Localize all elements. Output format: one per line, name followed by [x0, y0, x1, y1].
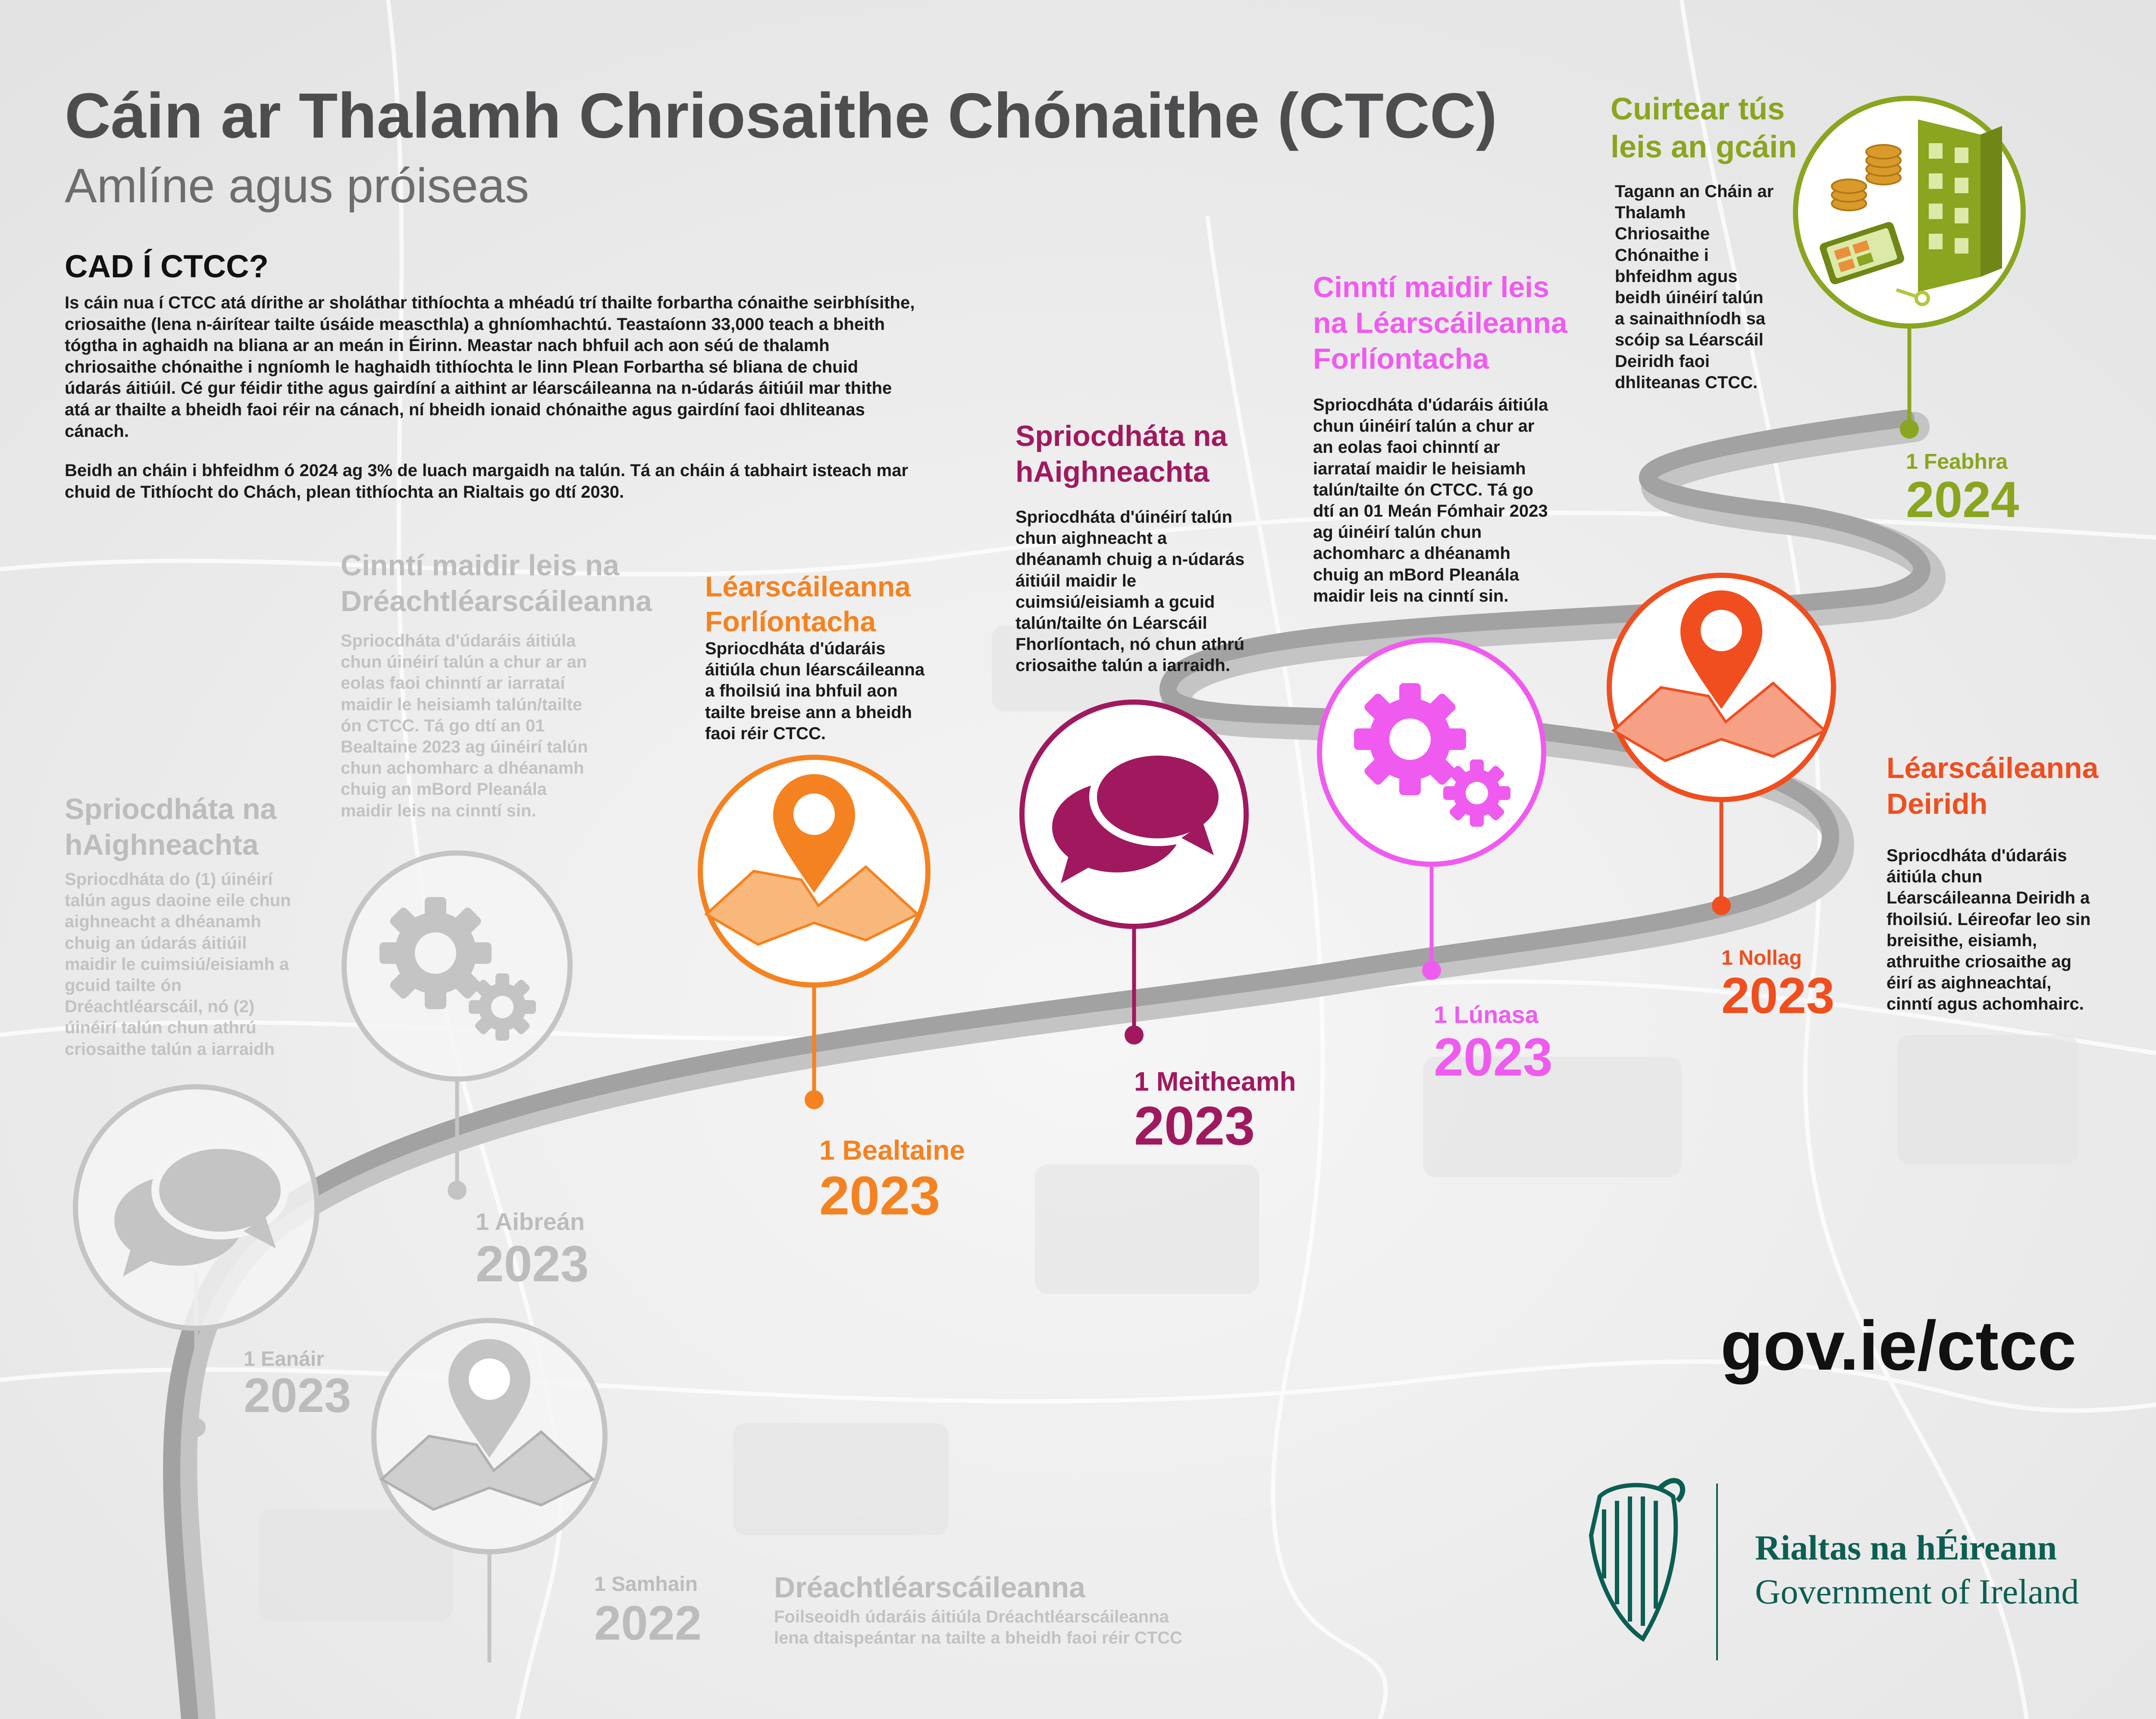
pin-dot-apr2023: [448, 1181, 467, 1200]
pin-dot-dec2023: [1712, 896, 1731, 915]
milestone-heading-apr2023: Cinntí maidir leis na Dréachtléarscáileanna: [341, 549, 652, 618]
milestone-year-nov2022: 2022: [594, 1596, 702, 1650]
milestone-date-aug2023: 1 Lúnasa: [1434, 1001, 1539, 1028]
milestone-description-apr2023: Spriocdháta d'údaráis áitiúla chun úinéirí talún a chur ar an eolas faoi chinntí ar iarrataí maidir le heisiamh talún/tailte ón CTCC. Tá go dtí an 01 Bealtaine 2023 ag úinéirí talún chun achomharc a dhéanamh chuig an mBord Pleanála maidir leis na cinntí sin.: [341, 631, 588, 820]
milestone-date-apr2023: 1 Aibreán: [476, 1208, 585, 1235]
milestone-year-feb2024: 2024: [1906, 471, 2019, 528]
milestone-date-jun2023: 1 Meitheamh: [1134, 1067, 1296, 1097]
milestone-heading-may2023: Léarscáileanna Forlíontacha: [705, 571, 911, 637]
intro-paragraph-1: Is cáin nua í CTCC atá dírithe ar sholáthar tithíochta a mhéadú trí thailte forbartha cónaithe seirbhísithe, criosaithe (lena n-áirítear tailte úsáide meascthla) a ghníomhachtú. Teastaíonn 33,000 teach a bheith tógtha in aghaidh na bliana ar an meán in Éirinn. Meastar nach bhfuil ach aon séú de thalamh chriosaithe chónaithe i ngníomh le haghaidh tithíochta le linn Plean Forbartha sé bliana de chuid údarás áitiúil. Cé gur féidir tithe agus gairdíní a aithint ar léarscáileanna na n-údarás áitiúil mar thithe atá ar thailte a bheidh faoi réir na cánach, ní bheidh ionaid chónaithe agus gairdíní faoi dhliteanas cánach.: [65, 293, 915, 441]
page-title: Cáin ar Thalamh Chriosaithe Chónaithe (CTCC): [65, 80, 1498, 151]
pin-dot-jan2023: [187, 1418, 206, 1437]
intro-section: [65, 248, 918, 521]
milestone-year-aug2023: 2023: [1434, 1028, 1553, 1087]
milestone-heading-dec2023: Léarscáileanna Deiridh: [1887, 752, 2099, 820]
milestone-description-may2023: Spriocdháta d'údaráis áitiúla chun léarscáileanna a fhoilsiú ina bhfuil aon tailte breise ann a bheidh faoi réir CTCC.: [705, 639, 925, 743]
government-divider: [1716, 1484, 1718, 1660]
milestone-year-dec2023: 2023: [1721, 967, 1835, 1024]
intro-heading: CAD Í CTCC?: [65, 248, 269, 284]
milestone-date-feb2024: 1 Feabhra: [1906, 449, 2008, 474]
milestone-description-feb2024: Tagann an Cháin ar Thalamh Chriosaithe Chónaithe i bhfeidhm agus beidh úinéirí talún a sainaithníodh sa scóip sa Léarscáil Deiridh faoi dhliteanas CTCC.: [1615, 182, 1774, 392]
milestone-heading-nov2022: Dréachtléarscáileanna: [774, 1571, 1085, 1604]
intro-paragraph-2: Beidh an cháin i bhfeidhm ó 2024 ag 3% de luach margaidh na talún. Tá an cháin á tabhairt isteach mar chuid de Tithíocht do Chách, plean tithíochta an Rialtais go dtí 2030.: [65, 461, 909, 502]
milestone-description-jan2023: Spriocdháta do (1) úinéirí talún agus daoine eile chun aighneacht a dhéanamh chuig an údarás áitiúil maidir le cuimsiú/eisiamh a gcuid tailte ón Dréachtléarscáil, nó (2) úinéirí talún chun athrú criosaithe talún a iarraidh: [65, 870, 291, 1059]
website-link[interactable]: gov.ie/ctcc: [1720, 1307, 2077, 1385]
pin-dot-may2023: [805, 1090, 824, 1109]
milestone-date-may2023: 1 Bealtaine: [819, 1135, 965, 1166]
milestone-description-jun2023: Spriocdháta d'úinéirí talún chun aighneacht a dhéanamh chuig a n-údarás áitiúil maidir le cuimsiú/eisiamh a gcuid talún/tailte ón Léarscáil Fhorlíontach, nó chun athrú criosaithe talún a iarraidh.: [1015, 508, 1245, 675]
milestone-year-may2023: 2023: [819, 1165, 940, 1226]
milestone-description-aug2023: Spriocdháta d'údaráis áitiúla chun úinéirí talún a chur ar an eolas faoi chinntí ar iarrataí maidir le heisiamh talún/tailte ón CTCC. Tá go dtí an 01 Meán Fómhair 2023 ag úinéirí talún chun achomharc a dhéanamh chuig an mBord Pleanála maidir leis na cinntí sin.: [1313, 395, 1548, 605]
milestone-date-nov2022: 1 Samhain: [594, 1573, 698, 1596]
milestone-heading-aug2023: Cinntí maidir leis na Léarscáileanna Forlíontacha: [1313, 271, 1567, 375]
milestone-heading-feb2024: Cuirtear tús leis an gcáin: [1611, 92, 1797, 164]
milestone-date-jan2023: 1 Eanáir: [244, 1348, 324, 1371]
milestone-heading-jun2023: Spriocdháta na hAighneachta: [1015, 420, 1228, 488]
pin-dot-feb2024: [1900, 420, 1919, 439]
milestone-description-dec2023: Spriocdháta d'údaráis áitiúla chun Léarscáileanna Deiridh a fhoilsiú. Léireofar leo sin breisithe, eisiamh, athruithe criosaithe ag éirí as aighneachtaí, cinntí agus achomhairc.: [1887, 846, 2091, 1014]
government-name-irish: Rialtas na hÉireann: [1755, 1528, 2057, 1567]
milestone-heading-jan2023: Spriocdháta na hAighneachta: [65, 793, 277, 861]
milestone-date-dec2023: 1 Nollag: [1721, 947, 1802, 969]
milestone-year-jan2023: 2023: [244, 1368, 351, 1422]
milestone-year-jun2023: 2023: [1134, 1095, 1255, 1156]
milestone-description-nov2022: Foilseoidh údaráis áitiúla Dréachtléarscáileanna lena dtaispeántar na tailte a bheidh faoi réir CTCC: [774, 1607, 1182, 1648]
milestone-year-apr2023: 2023: [476, 1236, 589, 1292]
pin-dot-jun2023: [1125, 1026, 1144, 1045]
government-name-english: Government of Ireland: [1755, 1572, 2079, 1611]
pin-dot-aug2023: [1422, 961, 1441, 980]
page-subtitle: Amlíne agus próiseas: [65, 159, 530, 213]
